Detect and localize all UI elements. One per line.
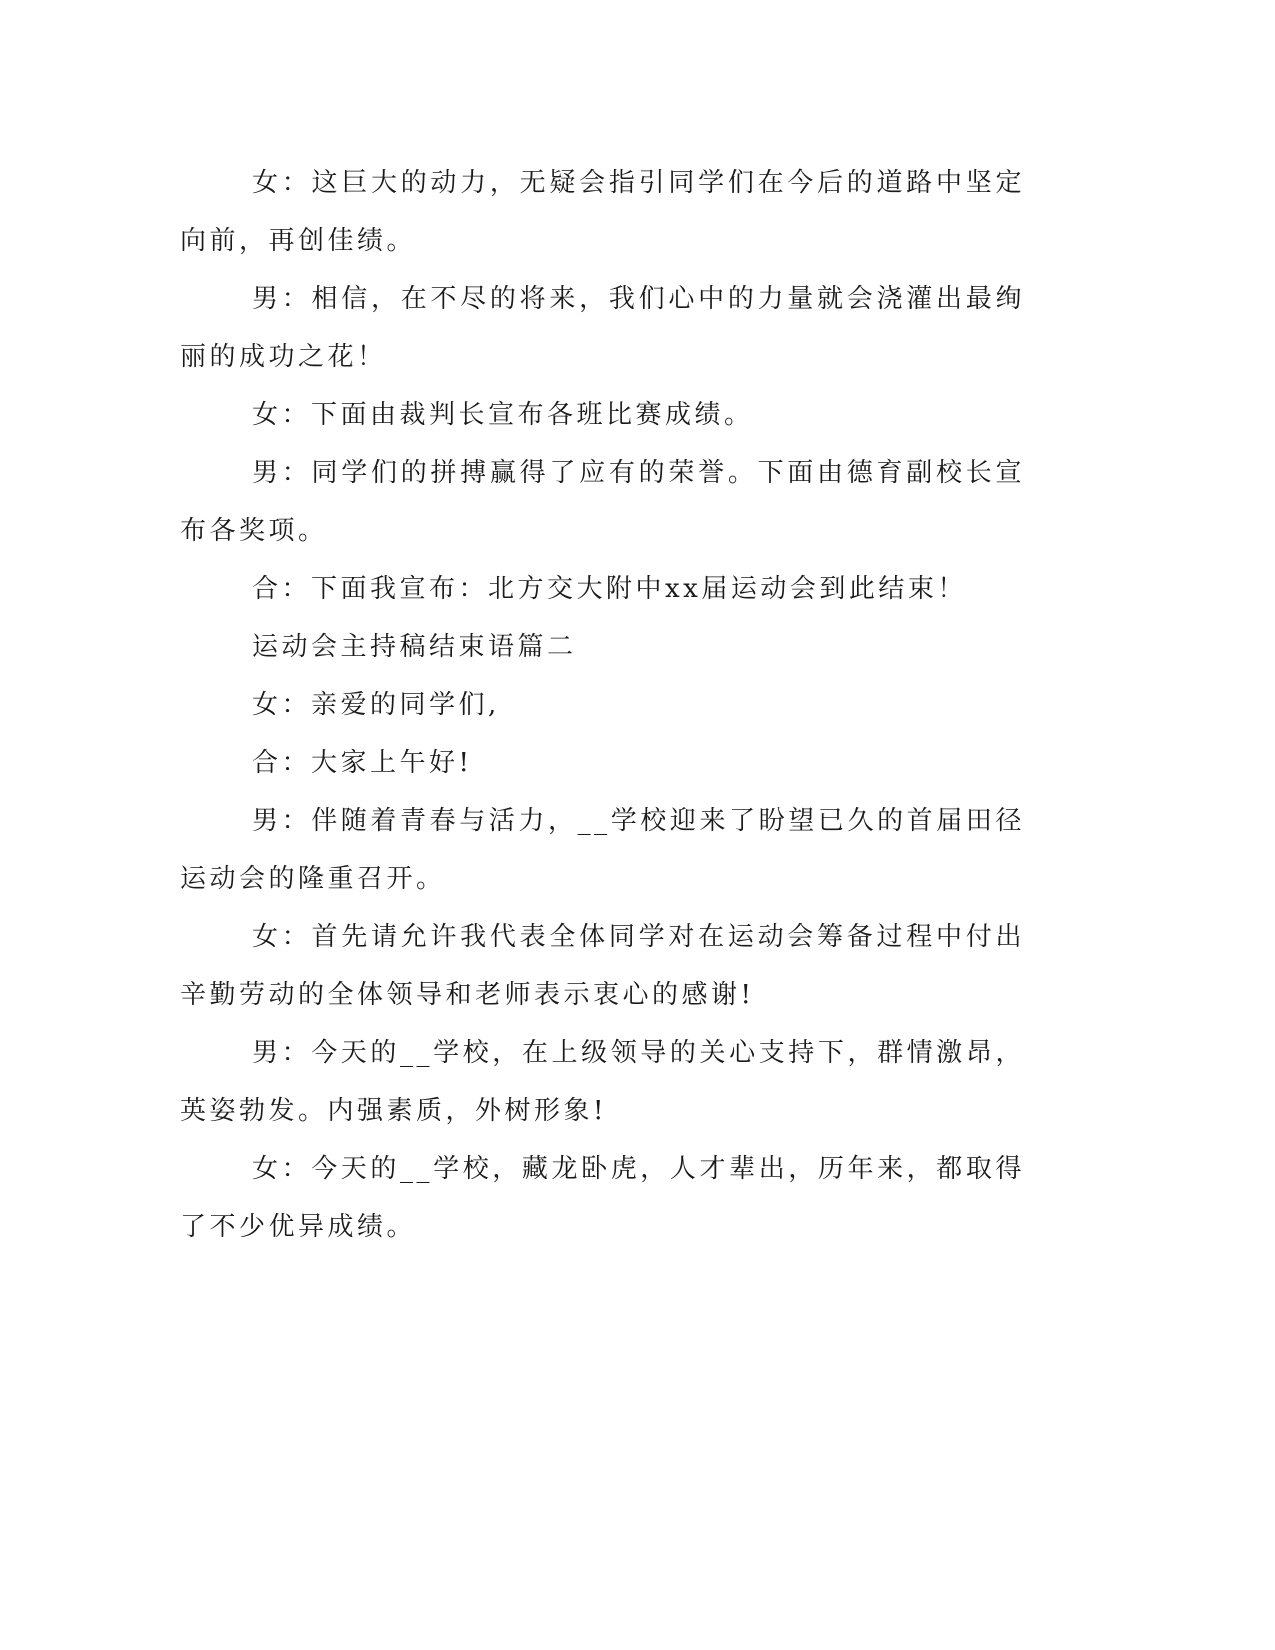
- paragraph: 女：今天的__学校，藏龙卧虎，人才辈出，历年来，都取得了不少优异成绩。: [180, 1154, 1025, 1242]
- paragraph: 合：下面我宣布：北方交大附中xx届运动会到此结束！: [252, 574, 967, 604]
- paragraph: 女：亲爱的同学们,: [252, 690, 500, 720]
- paragraph: 男：同学们的拼搏赢得了应有的荣誉。下面由德育副校长宣布各奖项。: [180, 458, 1025, 546]
- paragraph: 男：今天的__学校，在上级领导的关心支持下，群情激昂，英姿勃发。内强素质，外树形象!: [180, 1038, 1025, 1126]
- paragraph: 女：下面由裁判长宣布各班比赛成绩。: [252, 400, 754, 430]
- paragraph: 女：这巨大的动力，无疑会指引同学们在今后的道路中坚定向前，再创佳绩。: [180, 168, 1025, 256]
- paragraph: 男：伴随着青春与活力，__学校迎来了盼望已久的首届田径运动会的隆重召开。: [180, 806, 1025, 894]
- document-body: [180, 154, 1025, 1256]
- paragraph: 女：首先请允许我代表全体同学对在运动会筹备过程中付出辛勤劳动的全体领导和老师表示衷心的感谢!: [180, 922, 1025, 1010]
- section-heading: 运动会主持稿结束语篇二: [252, 632, 577, 662]
- paragraph: 合：大家上午好!: [252, 748, 473, 778]
- paragraph: 男：相信，在不尽的将来，我们心中的力量就会浇灌出最绚丽的成功之花！: [180, 284, 1025, 372]
